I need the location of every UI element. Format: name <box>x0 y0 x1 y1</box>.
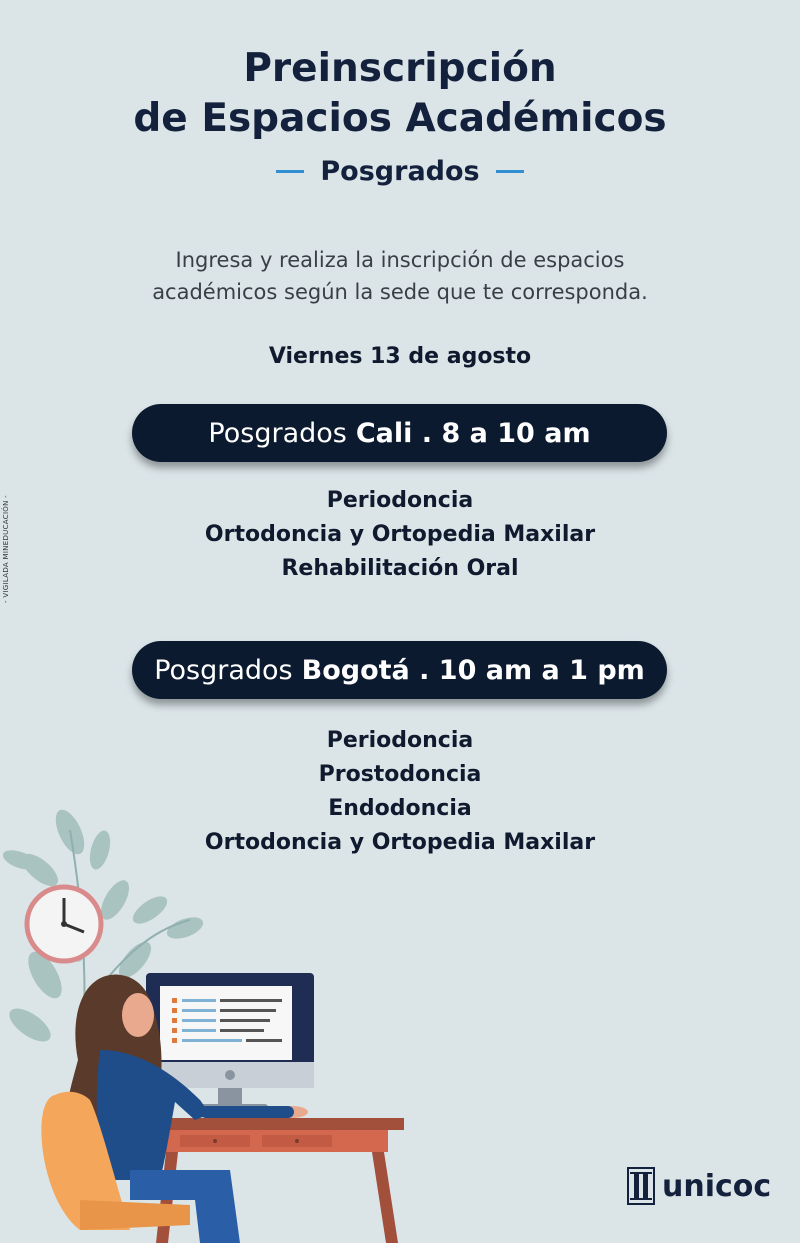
right-dash <box>496 170 524 173</box>
title-line-1: Preinscripción <box>243 46 557 91</box>
program-list-cali <box>0 484 800 586</box>
session-banner-bogota <box>132 641 667 699</box>
session-banner-cali <box>132 404 667 462</box>
program-item: Endodoncia <box>328 796 472 821</box>
session-prefix: Posgrados <box>208 417 347 449</box>
program-item: Rehabilitación Oral <box>281 556 519 581</box>
session-detail: Bogotá . 10 am a 1 pm <box>301 654 645 686</box>
session-detail: Cali . 8 a 10 am <box>355 417 591 449</box>
title-line-2: de Espacios Académicos <box>133 96 667 141</box>
unicoc-logo-icon <box>626 1166 656 1206</box>
session-prefix: Posgrados <box>154 654 293 686</box>
desk-illustration <box>0 800 420 1243</box>
left-dash <box>276 170 304 173</box>
clock-icon <box>27 887 101 961</box>
intro-text <box>100 244 700 308</box>
intro-line-2: académicos según la sede que te corresponda. <box>152 280 648 304</box>
event-date: Viernes 13 de agosto <box>268 344 532 369</box>
program-item: Periodoncia <box>326 728 474 753</box>
subtitle-row <box>0 156 800 187</box>
subtitle: Posgrados <box>320 156 480 187</box>
vigilada-label: - VIGILADA MINEDUCACIÓN - <box>2 494 10 603</box>
program-item: Prostodoncia <box>318 762 482 787</box>
unicoc-logo <box>626 1166 771 1206</box>
program-item: Ortodoncia y Ortopedia Maxilar <box>204 830 596 855</box>
program-item: Ortodoncia y Ortopedia Maxilar <box>204 522 596 547</box>
page-title <box>0 44 800 144</box>
logo-text: unicoc <box>662 1168 772 1204</box>
program-item: Periodoncia <box>326 488 474 513</box>
intro-line-1: Ingresa y realiza la inscripción de espacios <box>175 248 625 272</box>
